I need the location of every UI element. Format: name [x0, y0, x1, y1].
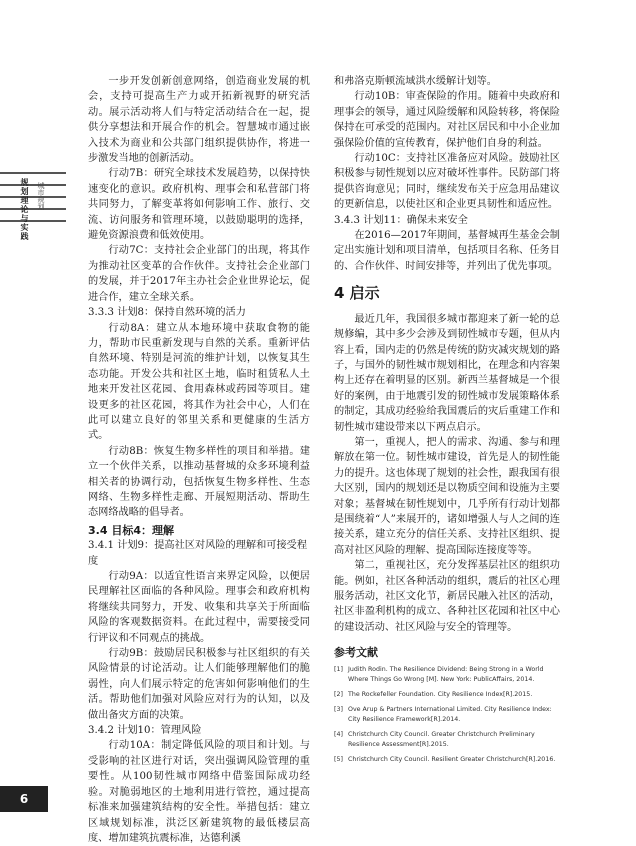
references-title: 参考文献 [334, 646, 378, 660]
subsection-heading: 3.3.3 计划8：保持自然环境的活力 [88, 307, 246, 319]
reference-number: [3] [334, 705, 343, 713]
right-column [334, 74, 560, 770]
reference-number: [1] [334, 665, 343, 673]
paragraph: 最近几年，我国很多城市都迎来了新一轮的总规修编，其中多少会涉及到韧性城市专题，但从内容上看，国内走的仍然是传统的防灾减灾规划的路子，与国外的韧性城市规划相比，在理念和内容架构上还存在着明显的区别。新西兰基督城是一个很好的案例，由于地震引发的韧性城市发展策略体系的制定，其成功经验给我国震后的灾后重建工作和韧性城市建设带来以下两点启示。 [334, 313, 560, 433]
reference-item [334, 690, 560, 700]
paragraph: 第二，重视社区，充分发挥基层社区的组织功能。例如，社区各种活动的组织，震后的社区心理服务活动，社区文化节，新居民融入社区的活动，社区非盈利机构的成立、各种社区花园和社区中心的建设活动、社区风险与安全的管理等。 [334, 560, 560, 633]
sidebar-decoration [0, 172, 66, 232]
section-heading: 3.4 目标4：理解 [88, 523, 174, 537]
reference-item [334, 755, 560, 765]
sidebar-section-label: 规划理论与实践 [20, 178, 29, 241]
paragraph: 和弗洛克斯顿流域洪水缓解计划等。 [334, 76, 497, 87]
reference-item [334, 665, 560, 685]
reference-number: [5] [334, 755, 343, 763]
paragraph: 行动9A：以适宜性语言来界定风险，以便居民理解社区面临的各种风险。理事会和政府机构将继续共同努力，开发、收集和共享关于所面临风险的客观数据资料。在此过程中，需要接受同行评议和不同观点的挑战。 [88, 571, 310, 644]
reference-text: The Rockefeller Foundation. City Resilience Index[R].2015. [348, 690, 533, 698]
reference-text: Ove Arup & Partners International Limited. City Resilience Index: City Resilience Framework[R].2014. [348, 705, 552, 723]
subsection-heading: 3.4.2 计划10：管理风险 [88, 725, 202, 737]
reference-text: Judith Rodin. The Resilience Dividend: Being Strong in a World Where Things Go Wrong [M]. New York: PublicAffairs, 2014. [348, 665, 544, 683]
reference-text: Christchurch City Council. Greater Christchurch Preliminary Resilience Assessment[R].2015. [348, 730, 535, 748]
paragraph: 行动10B：审查保险的作用。随着中央政府和理事会的领导，通过风险缓解和风险转移，将保险保持在可承受的范围内。对社区居民和中小企业加强保险价值的宣传教育，保护他们自身的利益。 [334, 91, 560, 149]
paragraph: 一步开发创新创意网络，创造商业发展的机会，支持可提高生产力或开拓新视野的研究活动。展示活动将人们与特定活动结合在一起，提供分享想法和开展合作的机会。智慧城市通过嵌入技术为商业和公共部门组织提供协作，将进一步激发当地的创新活动。 [88, 76, 310, 165]
left-column [88, 74, 310, 846]
paragraph: 在2016—2017年期间，基督城再生基金会制定出实施计划和项目清单，包括项目名称、任务目的、合作伙伴、时间安排等，并列出了优先事项。 [334, 230, 560, 272]
reference-number: [2] [334, 690, 343, 698]
reference-number: [4] [334, 730, 343, 738]
page-number: 6 [0, 786, 48, 812]
reference-text: Christchurch City Council. Resilient Greater Christchurch[R].2016. [348, 755, 556, 763]
reference-item [334, 705, 560, 725]
paragraph: 行动8B：恢复生物多样性的项目和举措。建立一个伙伴关系，以推动基督城的众多环境利益相关者的协调行动，包括恢复生物多样性、生态网络、生物多样性走廊、开展短期活动、帮助生态网络战略的倡导者。 [88, 445, 310, 519]
paragraph: 行动7B：研究全球技术发展趋势，以保持快速变化的意识。政府机构、理事会和私营部门将共同努力，了解变革将如何影响工作、旅行、交流、访问服务和管理环境，以鼓励聪明的选择，避免资源浪费和低效使用。 [88, 168, 310, 242]
reference-item [334, 730, 560, 750]
sidebar-journal-label: 城市规划 [37, 182, 45, 210]
paragraph: 行动9B：鼓励居民积极参与社区组织的有关风险情景的讨论活动。让人们能够理解他们的脆弱性，向人们展示特定的危害如何影响他们的生活。帮助他们加强对风险应对行为的认知，以及做出备灾方面的决策。 [88, 648, 310, 721]
paragraph: 行动10A：制定降低风险的项目和计划。与受影响的社区进行对话，突出强调风险管理的重要性。从100韧性城市网络中借鉴国际成功经验。对脆弱地区的土地利用进行管控，通过提高标准来加强建筑结构的安全性。举措包括：建立区域规划标准，洪泛区新建筑物的最低楼层高度、增加建筑抗震标准，达德利溪 [88, 740, 310, 844]
paragraph: 第一，重视人，把人的需求、沟通、参与和理解放在第一位。韧性城市建设，首先是人的韧性能力的提升。这也体现了规划的社会性，跟我国有很大区别，国内的规划还是以物质空间和设施为主要对象；基督城在韧性规划中，几乎所有行动计划都是围绕着“人”来展开的，诸如增强人与人之间的连接关系，建立充分的信任关系、支持社区组织、提高对社区风险的理解、提高国际连接度等等。 [334, 436, 560, 556]
paragraph: 行动7C：支持社会企业部门的出现，将其作为推动社区变革的合作伙伴。支持社会企业部门的发展，并于2017年主办社会企业世界论坛，促进合作，建立全球关系。 [88, 245, 310, 303]
subsection-heading: 3.4.1 计划9：提高社区对风险的理解和可接受程度 [88, 540, 308, 567]
paragraph: 行动8A：建立从本地环境中获取食物的能力，帮助市民重新发现与自然的关系。重新评估自然环境、特别是河流的维护计划，以恢复其生态功能。开发公共和社区土地，临时租赁私人土地来开发社区花园、食用森林或药园等项目。建设更多的社区花园，将其作为社会中心，人们在此可以建立良好的邻里关系和更健康的生活方式。 [88, 322, 310, 442]
chapter-heading: 4 启示 [334, 284, 380, 303]
subsection-heading: 3.4.3 计划11：确保未来安全 [334, 214, 468, 226]
paragraph: 行动10C：支持社区准备应对风险。鼓励社区积极参与韧性规划以应对破坏性事件。民防部门将提供咨询意见；同时，继续发布关于应急用品建议的更新信息，以使社区和企业更具韧性和适应性。 [334, 153, 560, 211]
